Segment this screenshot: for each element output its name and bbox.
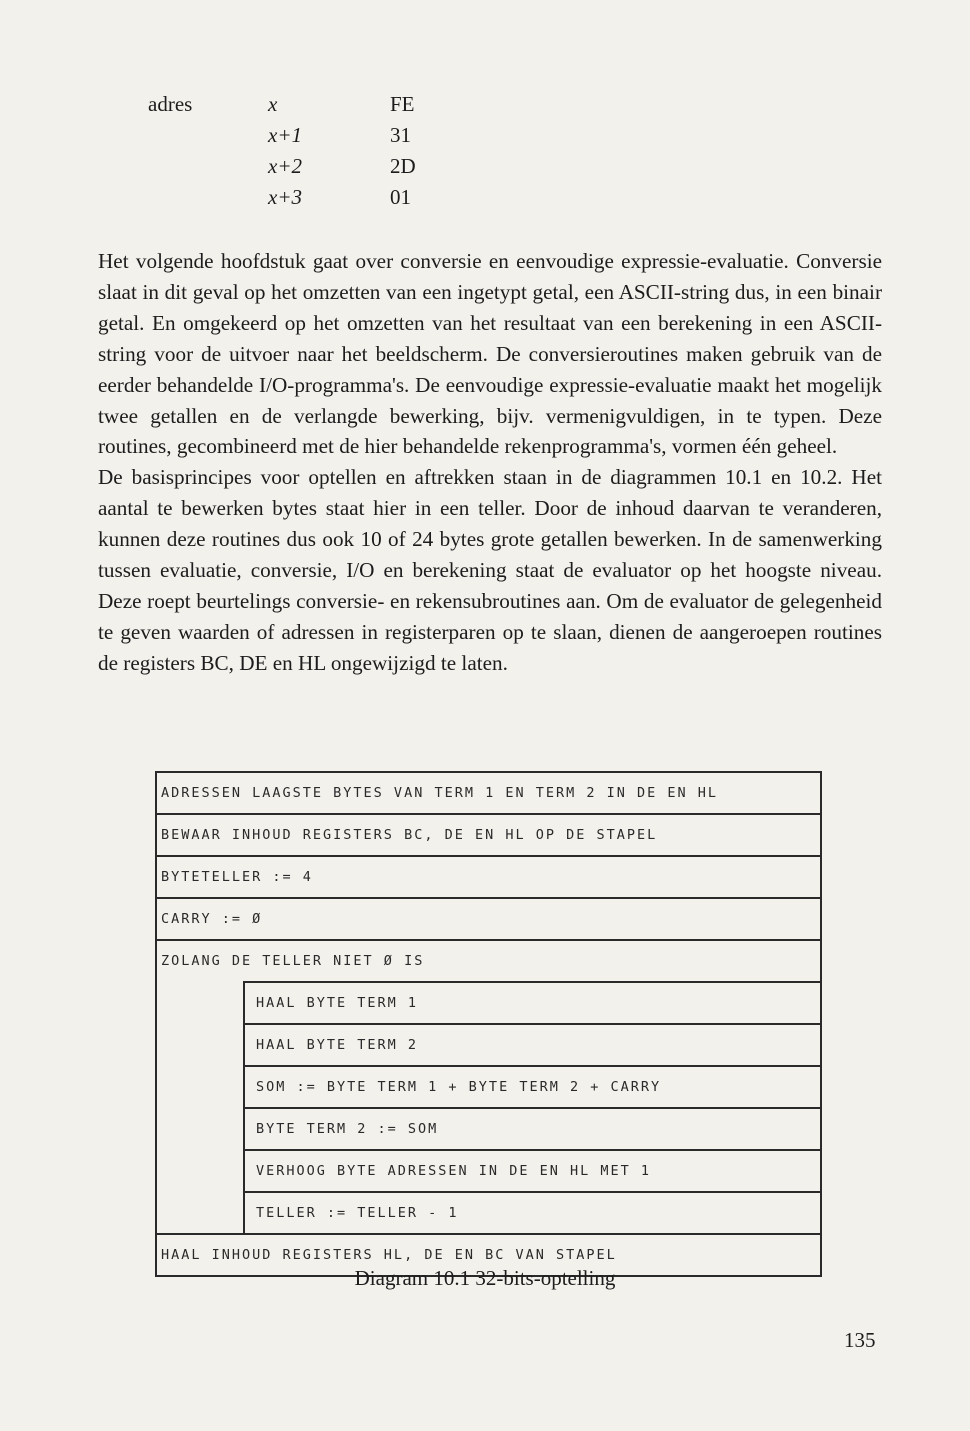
loop-condition: ZOLANG DE TELLER NIET Ø IS bbox=[161, 953, 425, 969]
address-offset: x+1 bbox=[268, 123, 302, 147]
address-value: 31 bbox=[390, 123, 411, 147]
address-value: 2D bbox=[390, 154, 416, 178]
diagram-loop bbox=[157, 941, 820, 1235]
address-offset: x+3 bbox=[268, 185, 302, 209]
loop-step: SOM := BYTE TERM 1 + BYTE TERM 2 + CARRY bbox=[245, 1067, 820, 1109]
diagram-step: ADRESSEN LAAGSTE BYTES VAN TERM 1 EN TERM 2 IN DE EN HL bbox=[157, 773, 820, 815]
diagram-caption: Diagram 10.1 32-bits-optelling bbox=[354, 1266, 616, 1290]
loop-step: VERHOOG BYTE ADRESSEN IN DE EN HL MET 1 bbox=[245, 1151, 820, 1193]
address-offset: x bbox=[268, 92, 278, 116]
diagram-step: CARRY := Ø bbox=[157, 899, 820, 941]
diagram-step: BYTETELLER := 4 bbox=[157, 857, 820, 899]
loop-step: TELLER := TELLER - 1 bbox=[256, 1205, 459, 1221]
loop-body bbox=[243, 981, 820, 1233]
address-offset: x+2 bbox=[268, 154, 302, 178]
body-text bbox=[98, 246, 882, 679]
diagram-step: HAAL INHOUD REGISTERS HL, DE EN BC VAN STAPEL bbox=[161, 1247, 617, 1263]
loop-step: BYTE TERM 2 := SOM bbox=[245, 1109, 820, 1151]
address-value: FE bbox=[390, 92, 415, 116]
loop-step: HAAL BYTE TERM 1 bbox=[245, 983, 820, 1025]
loop-gutter bbox=[157, 981, 243, 1233]
page-number: 135 bbox=[844, 1328, 876, 1352]
loop-step: HAAL BYTE TERM 2 bbox=[245, 1025, 820, 1067]
address-value: 01 bbox=[390, 185, 411, 209]
diagram-step: BEWAAR INHOUD REGISTERS BC, DE EN HL OP DE STAPEL bbox=[157, 815, 820, 857]
address-label: adres bbox=[148, 92, 193, 116]
paragraph: De basisprincipes voor optellen en aftrekken staan in de diagrammen 10.1 en 10.2. Het aantal te bewerken bytes staat hier in een teller. Door de inhoud daarvan te veranderen, kunnen deze routines dus ook 10 of 24 bytes grote getallen bewerken. In de samenwerking tussen evaluatie, conversie, I/O en berekening staat de evaluator op het hoogste niveau. Deze roept beurtelings conversie- en rekensubroutines aan. Om de evaluator de gelegenheid te geven waarden of adressen in registerparen op te slaan, dienen de aangeroepen routines de registers BC, DE en HL ongewijzigd te laten. bbox=[98, 465, 882, 675]
structure-diagram bbox=[155, 771, 822, 1277]
paragraph: Het volgende hoofdstuk gaat over conversie en eenvoudige expressie-evaluatie. Conversie slaat in dit geval op het omzetten van een ingetypt getal, een ASCII-string dus, in een binair getal. En omgekeerd op het omzetten van het resultaat van een berekening in een ASCII-string voor de uitvoer naar het beeldscherm. De conversieroutines maken gebruik van de eerder behandelde I/O-programma's. De eenvoudige expressie-evaluatie maakt het mogelijk twee getallen en de verlangde bewerking, bijv. vermenigvuldigen, in te typen. Deze routines, gecombineerd met de hier behandelde rekenprogramma's, vormen één geheel. bbox=[98, 249, 882, 459]
